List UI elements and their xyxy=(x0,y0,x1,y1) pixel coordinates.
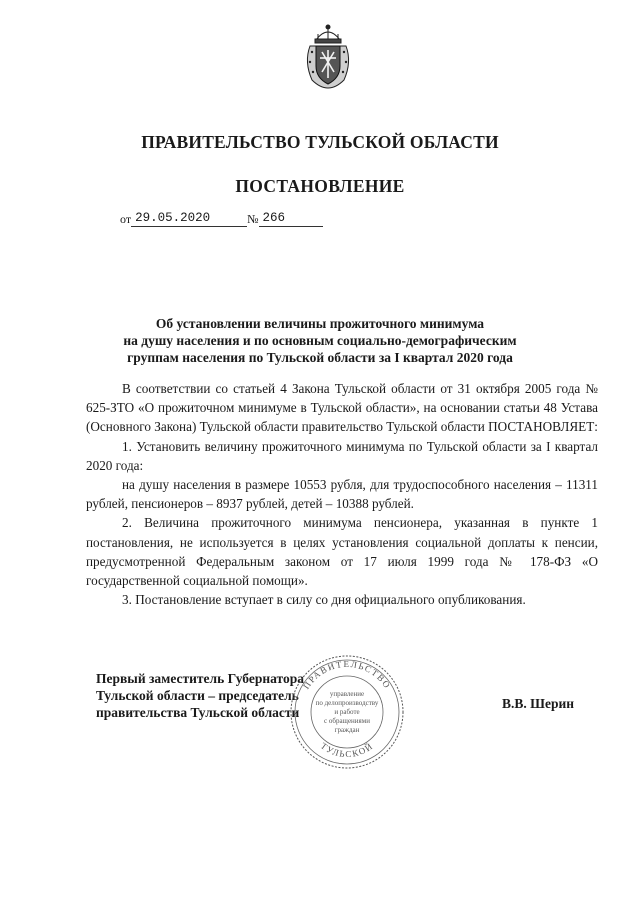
date-prefix: от xyxy=(120,212,132,226)
document-date: 29.05.2020 xyxy=(131,211,247,227)
organization-title: ПРАВИТЕЛЬСТВО ТУЛЬСКОЙ ОБЛАСТИ xyxy=(141,132,499,152)
stamp-center-line: с обращениями xyxy=(324,717,370,725)
signatory-title-line: правительства Тульской области xyxy=(96,705,300,720)
stamp-ring-top: ПРАВИТЕЛЬСТВО xyxy=(301,658,393,691)
stamp-center-line: по делопроизводству xyxy=(315,699,379,707)
document-number: 266 xyxy=(259,211,323,227)
stamp-center-line: управление xyxy=(329,690,365,698)
signatory-title xyxy=(96,670,304,721)
document-subject xyxy=(0,315,640,366)
tula-coat-of-arms-icon xyxy=(302,22,354,90)
body-paragraph-preamble: В соответствии со статьей 4 Закона Тульской области от 31 октября 2005 года № 625-ЗТО «О прожиточном минимуме в Тульской области», на основании статьи 48 Устава (Основного Закона) Тульской области правительство Тульской области ПОСТАНОВЛЯЕТ: xyxy=(86,381,598,435)
number-prefix: № xyxy=(247,212,259,226)
stamp-center-line: и работе xyxy=(334,708,360,716)
document-body xyxy=(86,379,598,609)
signatory-name: В.В. Шерин xyxy=(502,696,575,711)
signatory-title-line: Первый заместитель Губернатора xyxy=(96,671,304,686)
body-paragraph-item-3: 3. Постановление вступает в силу со дня официального опубликования. xyxy=(122,592,526,608)
subject-line: на душу населения и по основным социально-демографическим xyxy=(123,333,517,348)
stamp-center-line: граждан xyxy=(334,726,360,734)
subject-line: Об установлении величины прожиточного минимума xyxy=(155,316,485,331)
signatory-title-line: Тульской области – председатель xyxy=(96,688,299,703)
body-paragraph-item-2: 2. Величина прожиточного минимума пенсионера, указанная в пункте 1 постановления, не используется в целях установления социальной доплаты к пенсии, предусмотренной Федеральным законом от 17 июля 1999 года № 178-ФЗ «О государственной социальной помощи». xyxy=(86,515,598,589)
subject-line: группам населения по Тульской области за I квартал 2020 года xyxy=(127,350,513,365)
body-paragraph-amounts: на душу населения в размере 10553 рубля, для трудоспособного населения – 11311 рублей, пенсионеров – 8937 рублей, детей – 10388 рублей. xyxy=(86,477,598,512)
document-type: ПОСТАНОВЛЕНИЕ xyxy=(235,176,405,196)
official-stamp xyxy=(284,652,410,772)
body-paragraph-item-1: 1. Установить величину прожиточного минимума по Тульской области за I квартал 2020 года: xyxy=(86,438,598,473)
svg-text:ПРАВИТЕЛЬСТВО xyxy=(301,659,393,691)
svg-text:ТУЛЬСКОЙ xyxy=(319,741,375,760)
date-number-line xyxy=(120,211,323,227)
stamp-ring-bottom: ТУЛЬСКОЙ xyxy=(318,740,376,760)
